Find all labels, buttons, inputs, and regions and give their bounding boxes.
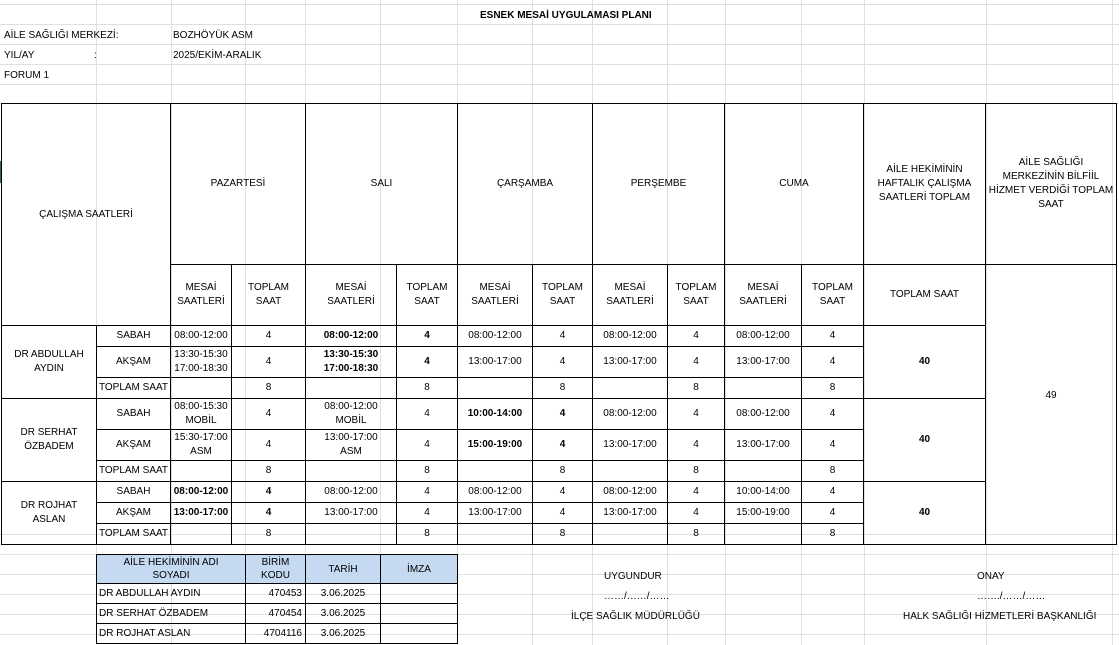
- mesai-hours: [725, 378, 802, 399]
- toplam-subheader: TOPLAM SAAT: [802, 265, 864, 326]
- signature-field[interactable]: [381, 604, 458, 624]
- weekly-total: 40: [864, 482, 986, 545]
- mesai-hours: 15:00-19:00: [458, 430, 533, 461]
- mesai-hours: 08:00-12:00: [593, 326, 668, 347]
- mesai-subheader: MESAİ SAATLERİ: [725, 265, 802, 326]
- signature-header: AİLE HEKİMİNİN ADI SOYADI: [97, 555, 246, 584]
- hours-header: ÇALIŞMA SAATLERİ: [2, 104, 171, 326]
- signature-name: DR SERHAT ÖZBADEM: [97, 604, 246, 624]
- mesai-hours: [458, 524, 533, 545]
- hours-total: 4: [533, 503, 593, 524]
- day-header: CUMA: [725, 104, 864, 265]
- mesai-hours: 08:00-12:00: [593, 399, 668, 430]
- uygundur-org: İLÇE SAĞLIK MÜDÜRLÜĞÜ: [571, 611, 700, 622]
- gridline-h: [0, 64, 1119, 65]
- hours-total: 4: [668, 503, 725, 524]
- hours-total: 4: [232, 482, 306, 503]
- toplam-subheader: TOPLAM SAAT: [668, 265, 725, 326]
- mesai-subheader: MESAİ SAATLERİ: [593, 265, 668, 326]
- center-total-value: 49: [986, 265, 1117, 545]
- mesai-hours: [725, 461, 802, 482]
- hours-total: 4: [232, 430, 306, 461]
- onay-date: ……./……/……: [977, 591, 1046, 602]
- gridline-h: [0, 44, 1119, 45]
- mesai-hours: 13:00-17:00: [593, 347, 668, 378]
- schedule-table: [1, 103, 1117, 545]
- hours-total: 4: [397, 326, 458, 347]
- toplam-subheader: TOPLAM SAAT: [397, 265, 458, 326]
- mesai-hours: [593, 461, 668, 482]
- hours-total: 8: [232, 378, 306, 399]
- center-value: BOZHÖYÜK ASM: [173, 30, 254, 41]
- signature-code: 470453: [246, 584, 306, 604]
- mesai-hours: 08:00-12:00: [171, 326, 232, 347]
- hours-total: 4: [802, 399, 864, 430]
- hours-total: 4: [668, 347, 725, 378]
- weekly-total: 40: [864, 399, 986, 482]
- weekly-total: 40: [864, 326, 986, 399]
- hours-total: 8: [533, 378, 593, 399]
- shift-label: TOPLAM SAAT: [97, 378, 171, 399]
- hours-total: 4: [668, 399, 725, 430]
- center-label: AİLE SAĞLIĞI MERKEZİ:: [4, 30, 119, 41]
- forum-label: FORUM 1: [4, 70, 49, 81]
- doctor-name: DR SERHAT ÖZBADEM: [2, 399, 97, 482]
- hours-total: 8: [533, 461, 593, 482]
- day-header: SALI: [306, 104, 458, 265]
- mesai-hours: 13:00-17:00: [725, 347, 802, 378]
- mesai-hours: [593, 378, 668, 399]
- hours-total: 8: [802, 461, 864, 482]
- signature-header: İMZA: [381, 555, 458, 584]
- mesai-hours: 13:00-17:00: [725, 430, 802, 461]
- mesai-hours: [725, 524, 802, 545]
- mesai-hours: 13:00-17:00: [593, 503, 668, 524]
- signature-name: DR ABDULLAH AYDIN: [97, 584, 246, 604]
- mesai-hours: 08:00-12:00: [306, 482, 397, 503]
- signature-field[interactable]: [381, 584, 458, 604]
- hours-total: 4: [802, 482, 864, 503]
- gridline-h: [0, 4, 1119, 5]
- uygundur-date: ……/……/……: [604, 591, 670, 602]
- shift-label: TOPLAM SAAT: [97, 461, 171, 482]
- signature-header: BİRİM KODU: [246, 555, 306, 584]
- onay-org: HALK SAĞLIĞI HİZMETLERİ BAŞKANLIĞI: [903, 611, 1097, 622]
- mesai-hours: 15:00-19:00: [725, 503, 802, 524]
- gridline-h: [0, 24, 1119, 25]
- day-header: ÇARŞAMBA: [458, 104, 593, 265]
- hours-total: 8: [397, 378, 458, 399]
- hours-total: 8: [668, 378, 725, 399]
- shift-label: SABAH: [97, 399, 171, 430]
- hours-total: 4: [397, 482, 458, 503]
- hours-total: 8: [668, 524, 725, 545]
- shift-label: AKŞAM: [97, 503, 171, 524]
- onay-label: ONAY: [977, 571, 1005, 582]
- shift-label: SABAH: [97, 482, 171, 503]
- hours-total: 8: [397, 524, 458, 545]
- period-value: 2025/EKİM-ARALIK: [173, 50, 262, 61]
- mesai-hours: 10:00-14:00: [458, 399, 533, 430]
- day-header: PERŞEMBE: [593, 104, 725, 265]
- mesai-subheader: MESAİ SAATLERİ: [171, 265, 232, 326]
- hours-total: 8: [533, 524, 593, 545]
- signature-code: 4704116: [246, 624, 306, 644]
- mesai-hours: 08:00-12:00: [458, 482, 533, 503]
- signature-name: DR ROJHAT ASLAN: [97, 624, 246, 644]
- hours-total: 8: [802, 378, 864, 399]
- hours-total: 8: [668, 461, 725, 482]
- mesai-hours: 15:30-17:00 ASM: [171, 430, 232, 461]
- shift-label: AKŞAM: [97, 430, 171, 461]
- signature-date: 3.06.2025: [306, 604, 381, 624]
- period-label: YIL/AY: [4, 50, 35, 61]
- mesai-hours: 13:00-17:00: [593, 430, 668, 461]
- mesai-subheader: MESAİ SAATLERİ: [458, 265, 533, 326]
- hours-total: 4: [533, 326, 593, 347]
- hours-total: 4: [802, 326, 864, 347]
- hours-total: 4: [397, 347, 458, 378]
- mesai-hours: [171, 378, 232, 399]
- center-total-header: AİLE SAĞLIĞI MERKEZİNİN BİLFİİL HİZMET VERDİĞİ TOPLAM SAAT: [986, 104, 1117, 265]
- mesai-hours: 08:00-12:00: [171, 482, 232, 503]
- mesai-hours: 13:00-17:00 ASM: [306, 430, 397, 461]
- hours-total: 8: [232, 461, 306, 482]
- mesai-hours: 08:00-12:00: [725, 399, 802, 430]
- hours-total: 4: [397, 399, 458, 430]
- toplam-subheader: TOPLAM SAAT: [533, 265, 593, 326]
- doctor-name: DR ROJHAT ASLAN: [2, 482, 97, 545]
- hours-total: 4: [668, 326, 725, 347]
- weekly-total-header: AİLE HEKİMİNİN HAFTALIK ÇALIŞMA SAATLERİ TOPLAM: [864, 104, 986, 265]
- mesai-hours: 13:30-15:30 17:00-18:30: [306, 347, 397, 378]
- mesai-hours: [458, 461, 533, 482]
- shift-label: AKŞAM: [97, 347, 171, 378]
- hours-total: 4: [802, 430, 864, 461]
- mesai-hours: [458, 378, 533, 399]
- weekly-subheader: TOPLAM SAAT: [864, 265, 986, 326]
- hours-total: 4: [802, 347, 864, 378]
- mesai-hours: [306, 524, 397, 545]
- doctor-name: DR ABDULLAH AYDIN: [2, 326, 97, 399]
- hours-total: 8: [802, 524, 864, 545]
- hours-total: 4: [533, 482, 593, 503]
- mesai-hours: 13:00-17:00: [171, 503, 232, 524]
- hours-total: 4: [397, 430, 458, 461]
- signature-table: [96, 554, 458, 644]
- hours-total: 4: [232, 399, 306, 430]
- mesai-hours: 13:00-17:00: [306, 503, 397, 524]
- signature-date: 3.06.2025: [306, 624, 381, 644]
- hours-total: 4: [533, 430, 593, 461]
- mesai-hours: 08:00-12:00: [725, 326, 802, 347]
- toplam-subheader: TOPLAM SAAT: [232, 265, 306, 326]
- mesai-hours: 13:00-17:00: [458, 347, 533, 378]
- hours-total: 4: [802, 503, 864, 524]
- hours-total: 4: [397, 503, 458, 524]
- mesai-hours: 08:00-12:00 MOBİL: [306, 399, 397, 430]
- uygundur-label: UYGUNDUR: [604, 571, 662, 582]
- mesai-hours: [171, 524, 232, 545]
- mesai-hours: 13:30-15:30 17:00-18:30: [171, 347, 232, 378]
- hours-total: 4: [668, 482, 725, 503]
- mesai-hours: [171, 461, 232, 482]
- signature-code: 470454: [246, 604, 306, 624]
- shift-label: TOPLAM SAAT: [97, 524, 171, 545]
- mesai-hours: [306, 378, 397, 399]
- hours-total: 4: [533, 347, 593, 378]
- mesai-hours: 08:00-12:00: [593, 482, 668, 503]
- hours-total: 4: [533, 399, 593, 430]
- gridline-h: [0, 84, 1119, 85]
- page-title: ESNEK MESAİ UYGULAMASI PLANI: [480, 10, 652, 21]
- hours-total: 4: [232, 347, 306, 378]
- mesai-hours: 08:00-12:00: [458, 326, 533, 347]
- hours-total: 4: [232, 326, 306, 347]
- mesai-hours: [593, 524, 668, 545]
- shift-label: SABAH: [97, 326, 171, 347]
- hours-total: 4: [232, 503, 306, 524]
- mesai-hours: 10:00-14:00: [725, 482, 802, 503]
- signature-field[interactable]: [381, 624, 458, 644]
- signature-date: 3.06.2025: [306, 584, 381, 604]
- hours-total: 8: [232, 524, 306, 545]
- mesai-hours: 13:00-17:00: [458, 503, 533, 524]
- period-colon: :: [94, 50, 97, 61]
- signature-header: TARİH: [306, 555, 381, 584]
- hours-total: 8: [397, 461, 458, 482]
- day-header: PAZARTESİ: [171, 104, 306, 265]
- mesai-subheader: MESAİ SAATLERİ: [306, 265, 397, 326]
- hours-total: 4: [668, 430, 725, 461]
- mesai-hours: 08:00-15:30 MOBİL: [171, 399, 232, 430]
- mesai-hours: 08:00-12:00: [306, 326, 397, 347]
- mesai-hours: [306, 461, 397, 482]
